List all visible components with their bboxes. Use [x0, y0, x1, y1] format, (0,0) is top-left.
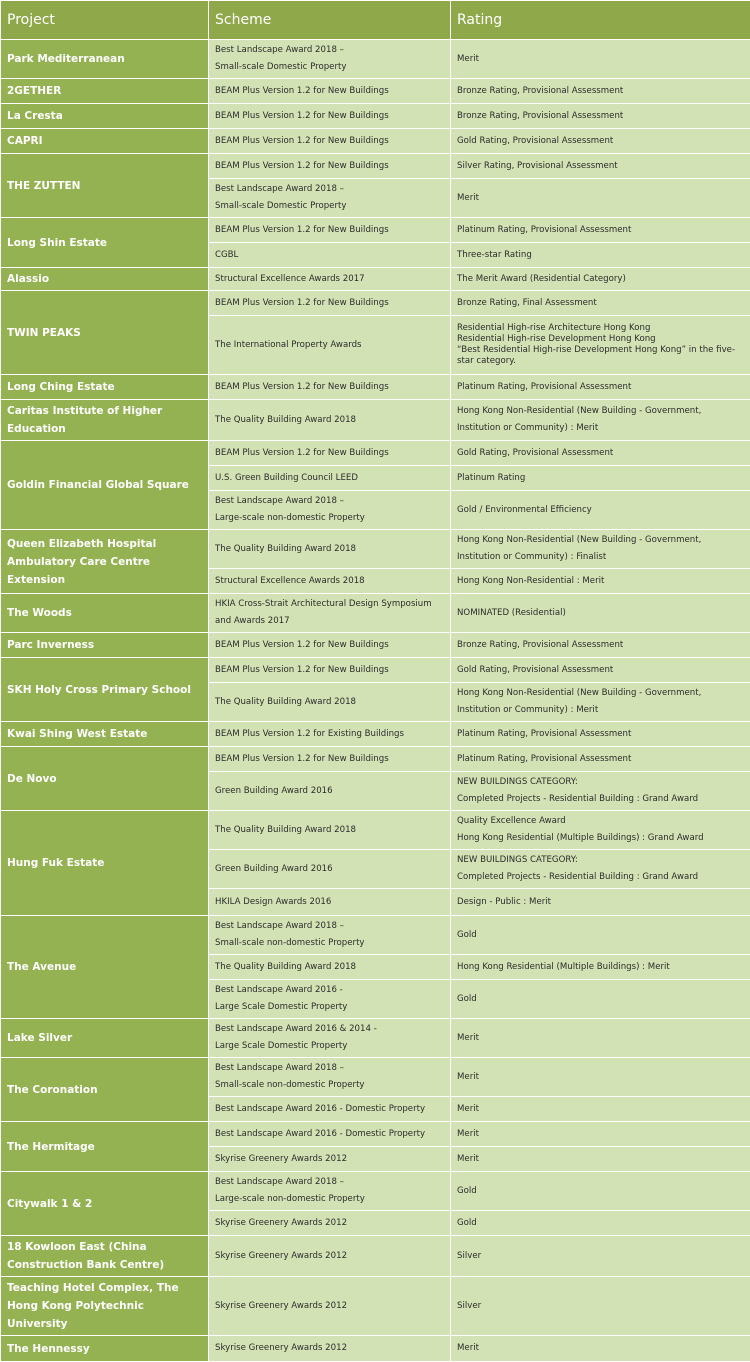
rating-line: Merit: [457, 1151, 744, 1168]
rating-line: Silver: [457, 1248, 744, 1265]
scheme-cell: [209, 1147, 451, 1172]
scheme-line: The Quality Building Award 2018: [215, 412, 444, 429]
table-row: [1, 530, 750, 569]
scheme-cell: [209, 154, 451, 179]
scheme-cell: [209, 811, 451, 850]
rating-cell: [451, 441, 750, 466]
rating-line: Bronze Rating, Provisional Assessment: [457, 83, 744, 100]
table-row: [1, 1336, 750, 1362]
rating-cell: [451, 243, 750, 268]
scheme-cell: [209, 1277, 451, 1336]
rating-cell: [451, 1172, 750, 1211]
rating-cell: [451, 1097, 750, 1122]
scheme-line: Green Building Award 2016: [215, 783, 444, 800]
scheme-line: BEAM Plus Version 1.2 for New Buildings: [215, 222, 444, 239]
rating-line: Merit: [457, 1069, 744, 1086]
rating-cell: [451, 955, 750, 980]
rating-line: Bronze Rating, Final Assessment: [457, 295, 744, 312]
scheme-line: Structural Excellence Awards 2018: [215, 573, 444, 590]
table-row: [1, 1122, 750, 1147]
rating-line: Platinum Rating: [457, 470, 744, 487]
scheme-cell: [209, 683, 451, 722]
scheme-line: Large-scale non-domestic Property: [215, 1191, 444, 1208]
project-name: THE ZUTTEN: [1, 154, 209, 218]
rating-line: Three-star Rating: [457, 247, 744, 264]
rating-line: “Best Residential High-rise Development Hong Kong” in the five-star category.: [457, 345, 744, 367]
scheme-cell: [209, 79, 451, 104]
rating-line: Completed Projects - Residential Building : Grand Award: [457, 869, 744, 886]
rating-line: Gold Rating, Provisional Assessment: [457, 662, 744, 679]
scheme-line: Best Landscape Award 2016 - Domestic Property: [215, 1126, 444, 1143]
rating-line: Merit: [457, 1101, 744, 1118]
rating-cell: [451, 466, 750, 491]
scheme-cell: [209, 569, 451, 594]
scheme-cell: [209, 955, 451, 980]
scheme-cell: [209, 268, 451, 291]
scheme-cell: [209, 316, 451, 375]
scheme-line: Best Landscape Award 2018 –: [215, 918, 444, 935]
rating-cell: [451, 658, 750, 683]
table-row: [1, 79, 750, 104]
project-name: Alassio: [1, 268, 209, 291]
rating-cell: [451, 400, 750, 441]
table-row: [1, 154, 750, 179]
scheme-cell: [209, 243, 451, 268]
scheme-line: Best Landscape Award 2018 –: [215, 1174, 444, 1191]
rating-cell: [451, 772, 750, 811]
rating-cell: [451, 850, 750, 889]
table-row: [1, 129, 750, 154]
rating-line: Gold: [457, 1183, 744, 1200]
table-row: [1, 291, 750, 316]
scheme-cell: [209, 916, 451, 955]
rating-cell: [451, 491, 750, 530]
table-row: [1, 1019, 750, 1058]
scheme-cell: [209, 658, 451, 683]
scheme-line: BEAM Plus Version 1.2 for New Buildings: [215, 379, 444, 396]
rating-line: Merit: [457, 51, 744, 68]
project-name: Queen Elizabeth Hospital Ambulatory Care Centre Extension: [1, 530, 209, 594]
rating-line: Gold: [457, 1215, 744, 1232]
project-name: Citywalk 1 & 2: [1, 1172, 209, 1236]
table-row: [1, 104, 750, 129]
rating-cell: [451, 154, 750, 179]
table-row: [1, 400, 750, 441]
project-name: Parc Inverness: [1, 633, 209, 658]
rating-line: Merit: [457, 1126, 744, 1143]
scheme-cell: [209, 1058, 451, 1097]
scheme-line: Small-scale non-domestic Property: [215, 935, 444, 952]
scheme-line: Best Landscape Award 2018 –: [215, 181, 444, 198]
scheme-line: The Quality Building Award 2018: [215, 694, 444, 711]
project-name: The Hennessy: [1, 1336, 209, 1362]
rating-line: Platinum Rating, Provisional Assessment: [457, 751, 744, 768]
scheme-cell: [209, 530, 451, 569]
rating-cell: [451, 40, 750, 79]
rating-line: Hong Kong Non-Residential (New Building - Government, Institution or Community) : Finalist: [457, 532, 744, 566]
project-name: De Novo: [1, 747, 209, 811]
scheme-line: Best Landscape Award 2016 -: [215, 982, 444, 999]
scheme-cell: [209, 1236, 451, 1277]
scheme-cell: [209, 1019, 451, 1058]
rating-line: Completed Projects - Residential Building : Grand Award: [457, 791, 744, 808]
rating-line: Design - Public : Merit: [457, 894, 744, 911]
scheme-cell: [209, 850, 451, 889]
rating-line: NEW BUILDINGS CATEGORY:: [457, 852, 744, 869]
rating-line: Hong Kong Non-Residential : Merit: [457, 573, 744, 590]
rating-cell: [451, 375, 750, 400]
project-name: 18 Kowloon East (China Construction Bank Centre): [1, 1236, 209, 1277]
header-project: Project: [1, 1, 209, 40]
table-row: [1, 268, 750, 291]
table-row: [1, 40, 750, 79]
table-row: [1, 916, 750, 955]
rating-cell: [451, 104, 750, 129]
table-row: [1, 747, 750, 772]
project-name: Hung Fuk Estate: [1, 811, 209, 916]
scheme-line: Skyrise Greenery Awards 2012: [215, 1151, 444, 1168]
table-row: [1, 1172, 750, 1211]
rating-line: Hong Kong Residential (Multiple Buildings) : Merit: [457, 959, 744, 976]
rating-cell: [451, 633, 750, 658]
rating-cell: [451, 889, 750, 916]
rating-line: NOMINATED (Residential): [457, 605, 744, 622]
header-scheme: Scheme: [209, 1, 451, 40]
scheme-line: CGBL: [215, 247, 444, 264]
rating-cell: [451, 79, 750, 104]
project-name: CAPRI: [1, 129, 209, 154]
scheme-cell: [209, 1211, 451, 1236]
scheme-line: BEAM Plus Version 1.2 for New Buildings: [215, 133, 444, 150]
rating-line: Quality Excellence Award: [457, 813, 744, 830]
scheme-cell: [209, 980, 451, 1019]
header-row: [1, 1, 750, 40]
scheme-cell: [209, 889, 451, 916]
rating-cell: [451, 316, 750, 375]
rating-cell: [451, 1277, 750, 1336]
rating-line: Merit: [457, 1030, 744, 1047]
rating-line: Residential High-rise Development Hong Kong: [457, 334, 744, 345]
scheme-line: Structural Excellence Awards 2017: [215, 271, 444, 288]
scheme-line: BEAM Plus Version 1.2 for Existing Buildings: [215, 726, 444, 743]
scheme-cell: [209, 375, 451, 400]
rating-cell: [451, 530, 750, 569]
scheme-line: HKILA Design Awards 2016: [215, 894, 444, 911]
scheme-line: Best Landscape Award 2018 –: [215, 493, 444, 510]
header-rating: Rating: [451, 1, 750, 40]
rating-line: Silver Rating, Provisional Assessment: [457, 158, 744, 175]
project-name: 2GETHER: [1, 79, 209, 104]
scheme-cell: [209, 1097, 451, 1122]
project-name: The Avenue: [1, 916, 209, 1019]
rating-line: Residential High-rise Architecture Hong Kong: [457, 323, 744, 334]
project-name: Park Mediterranean: [1, 40, 209, 79]
scheme-cell: [209, 747, 451, 772]
rating-line: Hong Kong Non-Residential (New Building - Government, Institution or Community) : Merit: [457, 685, 744, 719]
scheme-line: Small-scale Domestic Property: [215, 59, 444, 76]
rating-cell: [451, 722, 750, 747]
rating-cell: [451, 1336, 750, 1362]
table-row: [1, 1277, 750, 1336]
rating-line: Gold: [457, 927, 744, 944]
rating-line: Gold Rating, Provisional Assessment: [457, 133, 744, 150]
project-name: Lake Silver: [1, 1019, 209, 1058]
scheme-line: Skyrise Greenery Awards 2012: [215, 1298, 444, 1315]
rating-cell: [451, 1147, 750, 1172]
rating-cell: [451, 129, 750, 154]
rating-cell: [451, 291, 750, 316]
scheme-cell: [209, 1336, 451, 1362]
scheme-cell: [209, 291, 451, 316]
table-row: [1, 218, 750, 243]
table-row: [1, 594, 750, 633]
project-name: Teaching Hotel Complex, The Hong Kong Polytechnic University: [1, 1277, 209, 1336]
scheme-line: The International Property Awards: [215, 337, 444, 354]
rating-cell: [451, 980, 750, 1019]
rating-cell: [451, 1019, 750, 1058]
scheme-cell: [209, 179, 451, 218]
table-row: [1, 633, 750, 658]
scheme-cell: [209, 104, 451, 129]
rating-line: Platinum Rating, Provisional Assessment: [457, 726, 744, 743]
project-name: Long Shin Estate: [1, 218, 209, 268]
rating-cell: [451, 1058, 750, 1097]
rating-cell: [451, 179, 750, 218]
rating-line: Bronze Rating, Provisional Assessment: [457, 108, 744, 125]
scheme-line: Skyrise Greenery Awards 2012: [215, 1215, 444, 1232]
rating-cell: [451, 268, 750, 291]
scheme-line: Best Landscape Award 2016 - Domestic Property: [215, 1101, 444, 1118]
table-row: [1, 722, 750, 747]
scheme-cell: [209, 466, 451, 491]
table-row: [1, 1236, 750, 1277]
rating-line: The Merit Award (Residential Category): [457, 271, 744, 288]
rating-cell: [451, 916, 750, 955]
scheme-line: The Quality Building Award 2018: [215, 959, 444, 976]
scheme-line: BEAM Plus Version 1.2 for New Buildings: [215, 662, 444, 679]
project-name: The Coronation: [1, 1058, 209, 1122]
rating-line: Merit: [457, 1340, 744, 1357]
scheme-line: Best Landscape Award 2018 –: [215, 42, 444, 59]
scheme-line: BEAM Plus Version 1.2 for New Buildings: [215, 158, 444, 175]
table-row: [1, 658, 750, 683]
scheme-line: The Quality Building Award 2018: [215, 541, 444, 558]
rating-line: Hong Kong Residential (Multiple Buildings) : Grand Award: [457, 830, 744, 847]
rating-line: Hong Kong Non-Residential (New Building - Government, Institution or Community) : Merit: [457, 403, 744, 437]
table-body: [1, 40, 750, 1362]
table-row: [1, 441, 750, 466]
table-row: [1, 375, 750, 400]
scheme-cell: [209, 633, 451, 658]
project-name: Long Ching Estate: [1, 375, 209, 400]
scheme-line: U.S. Green Building Council LEED: [215, 470, 444, 487]
scheme-line: BEAM Plus Version 1.2 for New Buildings: [215, 445, 444, 462]
scheme-line: Small-scale non-domestic Property: [215, 1077, 444, 1094]
scheme-cell: [209, 400, 451, 441]
project-name: Goldin Financial Global Square: [1, 441, 209, 530]
scheme-cell: [209, 772, 451, 811]
scheme-line: Small-scale Domestic Property: [215, 198, 444, 215]
project-name: The Hermitage: [1, 1122, 209, 1172]
scheme-line: Skyrise Greenery Awards 2012: [215, 1248, 444, 1265]
rating-cell: [451, 1122, 750, 1147]
table-row: [1, 1058, 750, 1097]
rating-line: Bronze Rating, Provisional Assessment: [457, 637, 744, 654]
scheme-line: BEAM Plus Version 1.2 for New Buildings: [215, 637, 444, 654]
project-name: La Cresta: [1, 104, 209, 129]
rating-line: Platinum Rating, Provisional Assessment: [457, 222, 744, 239]
scheme-line: Large Scale Domestic Property: [215, 1038, 444, 1055]
scheme-cell: [209, 491, 451, 530]
rating-line: Platinum Rating, Provisional Assessment: [457, 379, 744, 396]
rating-cell: [451, 569, 750, 594]
scheme-cell: [209, 40, 451, 79]
scheme-cell: [209, 1172, 451, 1211]
scheme-line: BEAM Plus Version 1.2 for New Buildings: [215, 295, 444, 312]
rating-cell: [451, 1236, 750, 1277]
scheme-cell: [209, 129, 451, 154]
scheme-line: BEAM Plus Version 1.2 for New Buildings: [215, 83, 444, 100]
rating-cell: [451, 683, 750, 722]
project-name: Kwai Shing West Estate: [1, 722, 209, 747]
scheme-line: Large-scale non-domestic Property: [215, 510, 444, 527]
scheme-cell: [209, 594, 451, 633]
scheme-cell: [209, 722, 451, 747]
project-name: The Woods: [1, 594, 209, 633]
project-name: SKH Holy Cross Primary School: [1, 658, 209, 722]
scheme-line: BEAM Plus Version 1.2 for New Buildings: [215, 108, 444, 125]
rating-cell: [451, 747, 750, 772]
rating-line: Gold / Environmental Efficiency: [457, 502, 744, 519]
rating-cell: [451, 594, 750, 633]
rating-cell: [451, 218, 750, 243]
rating-line: Gold: [457, 991, 744, 1008]
scheme-line: Large Scale Domestic Property: [215, 999, 444, 1016]
scheme-line: BEAM Plus Version 1.2 for New Buildings: [215, 751, 444, 768]
scheme-cell: [209, 218, 451, 243]
rating-cell: [451, 1211, 750, 1236]
scheme-line: The Quality Building Award 2018: [215, 822, 444, 839]
scheme-line: Green Building Award 2016: [215, 861, 444, 878]
scheme-line: HKIA Cross-Strait Architectural Design Symposium and Awards 2017: [215, 596, 444, 630]
scheme-cell: [209, 1122, 451, 1147]
rating-line: Merit: [457, 190, 744, 207]
scheme-cell: [209, 441, 451, 466]
rating-line: NEW BUILDINGS CATEGORY:: [457, 774, 744, 791]
rating-cell: [451, 811, 750, 850]
table-row: [1, 811, 750, 850]
project-name: Caritas Institute of Higher Education: [1, 400, 209, 441]
scheme-line: Skyrise Greenery Awards 2012: [215, 1340, 444, 1357]
project-name: TWIN PEAKS: [1, 291, 209, 375]
rating-line: Gold Rating, Provisional Assessment: [457, 445, 744, 462]
scheme-line: Best Landscape Award 2016 & 2014 -: [215, 1021, 444, 1038]
scheme-line: Best Landscape Award 2018 –: [215, 1060, 444, 1077]
rating-line: Silver: [457, 1298, 744, 1315]
